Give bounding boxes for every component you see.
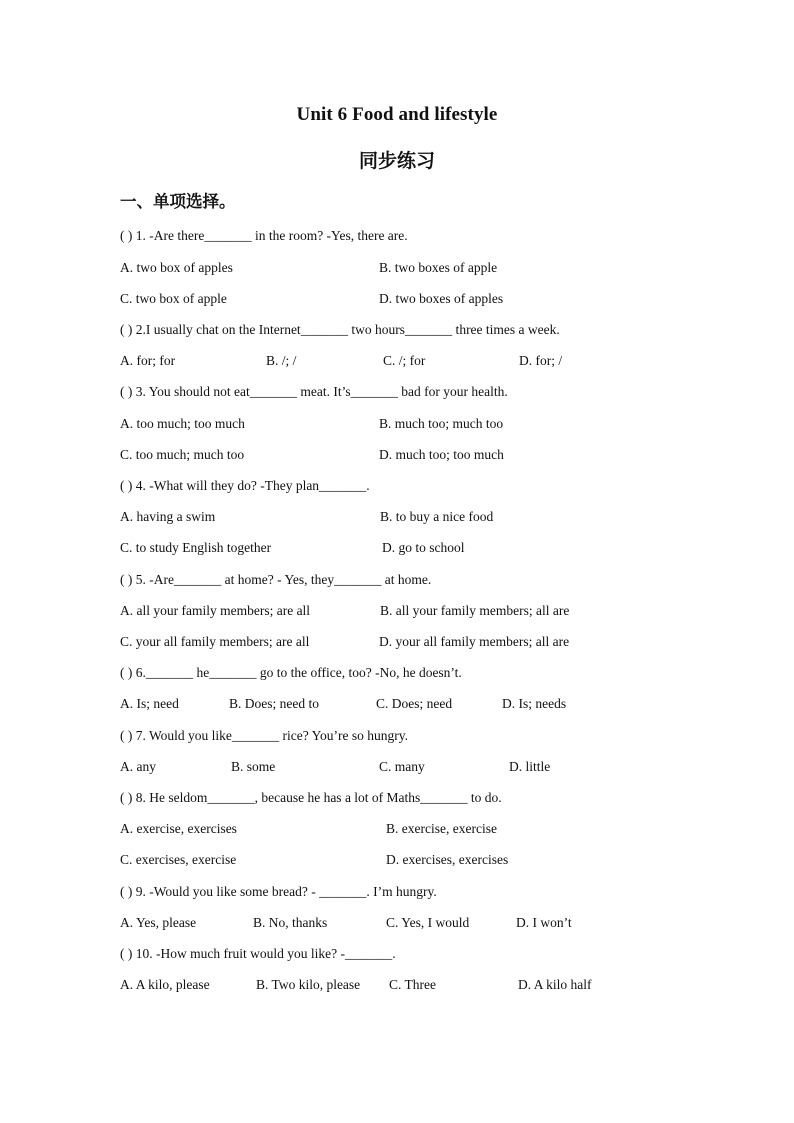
page-title: Unit 6 Food and lifestyle — [296, 104, 498, 125]
question-4-option-c: C. to study English together — [120, 540, 272, 555]
question-9-stem: ( ) 9. -Would you like some bread? - _______. I’m hungry. — [120, 884, 437, 899]
question-6-option-c: C. Does; need — [376, 696, 453, 711]
question-4-option-d: D. go to school — [382, 540, 465, 555]
question-3-option-b: B. much too; much too — [379, 416, 504, 431]
question-4-option-a: A. having a swim — [120, 509, 216, 524]
page-subtitle: 同步练习 — [358, 150, 435, 172]
question-6-stem: ( ) 6._______ he_______ go to the office, too? -No, he doesn’t. — [120, 665, 462, 680]
question-1-option-a: A. two box of apples — [120, 260, 233, 275]
question-8-option-d: D. exercises, exercises — [386, 852, 509, 867]
question-2-option-b: B. /; / — [266, 353, 297, 368]
question-2-option-c: C. /; for — [383, 353, 426, 368]
question-1-option-b: B. two boxes of apple — [379, 260, 498, 275]
question-1-option-d: D. two boxes of apples — [379, 291, 504, 306]
question-9-option-d: D. I won’t — [516, 915, 572, 930]
question-9-option-a: A. Yes, please — [120, 915, 197, 930]
question-5-option-c: C. your all family members; are all — [120, 634, 310, 649]
question-7-option-d: D. little — [509, 759, 551, 774]
question-7-option-c: C. many — [379, 759, 425, 774]
question-5-option-a: A. all your family members; are all — [120, 603, 311, 618]
question-2-stem: ( ) 2.I usually chat on the Internet_______ two hours_______ three times a week. — [120, 322, 560, 337]
question-9-option-c: C. Yes, I would — [386, 915, 470, 930]
question-10-option-c: C. Three — [389, 977, 436, 992]
question-8-option-b: B. exercise, exercise — [386, 821, 497, 836]
question-3-option-c: C. too much; much too — [120, 447, 245, 462]
question-6-option-b: B. Does; need to — [229, 696, 319, 711]
question-9-option-b: B. No, thanks — [253, 915, 328, 930]
question-6-option-d: D. Is; needs — [502, 696, 567, 711]
question-2-option-a: A. for; for — [120, 353, 176, 368]
question-5-option-b: B. all your family members; all are — [380, 603, 570, 618]
question-1-stem: ( ) 1. -Are there_______ in the room? -Yes, there are. — [120, 228, 408, 243]
question-8-option-a: A. exercise, exercises — [120, 821, 237, 836]
question-4-stem: ( ) 4. -What will they do? -They plan_______. — [120, 478, 370, 493]
section-heading: 一、单项选择。 — [120, 192, 236, 211]
question-10-option-a: A. A kilo, please — [120, 977, 210, 992]
question-8-option-c: C. exercises, exercise — [120, 852, 237, 867]
question-10-option-d: D. A kilo half — [518, 977, 592, 992]
question-7-option-a: A. any — [120, 759, 156, 774]
question-4-option-b: B. to buy a nice food — [380, 509, 494, 524]
question-10-option-b: B. Two kilo, please — [256, 977, 361, 992]
question-6-option-a: A. Is; need — [120, 696, 179, 711]
question-5-stem: ( ) 5. -Are_______ at home? - Yes, they_______ at home. — [120, 572, 432, 587]
question-3-stem: ( ) 3. You should not eat_______ meat. It’s_______ bad for your health. — [120, 384, 508, 399]
question-5-option-d: D. your all family members; all are — [379, 634, 570, 649]
question-3-option-d: D. much too; too much — [379, 447, 504, 462]
question-8-stem: ( ) 8. He seldom_______, because he has a lot of Maths_______ to do. — [120, 790, 502, 805]
question-10-stem: ( ) 10. -How much fruit would you like? -_______. — [120, 946, 396, 961]
question-7-option-b: B. some — [231, 759, 276, 774]
question-7-stem: ( ) 7. Would you like_______ rice? You’re so hungry. — [120, 728, 409, 743]
question-2-option-d: D. for; / — [519, 353, 563, 368]
question-1-option-c: C. two box of apple — [120, 291, 227, 306]
question-3-option-a: A. too much; too much — [120, 416, 245, 431]
